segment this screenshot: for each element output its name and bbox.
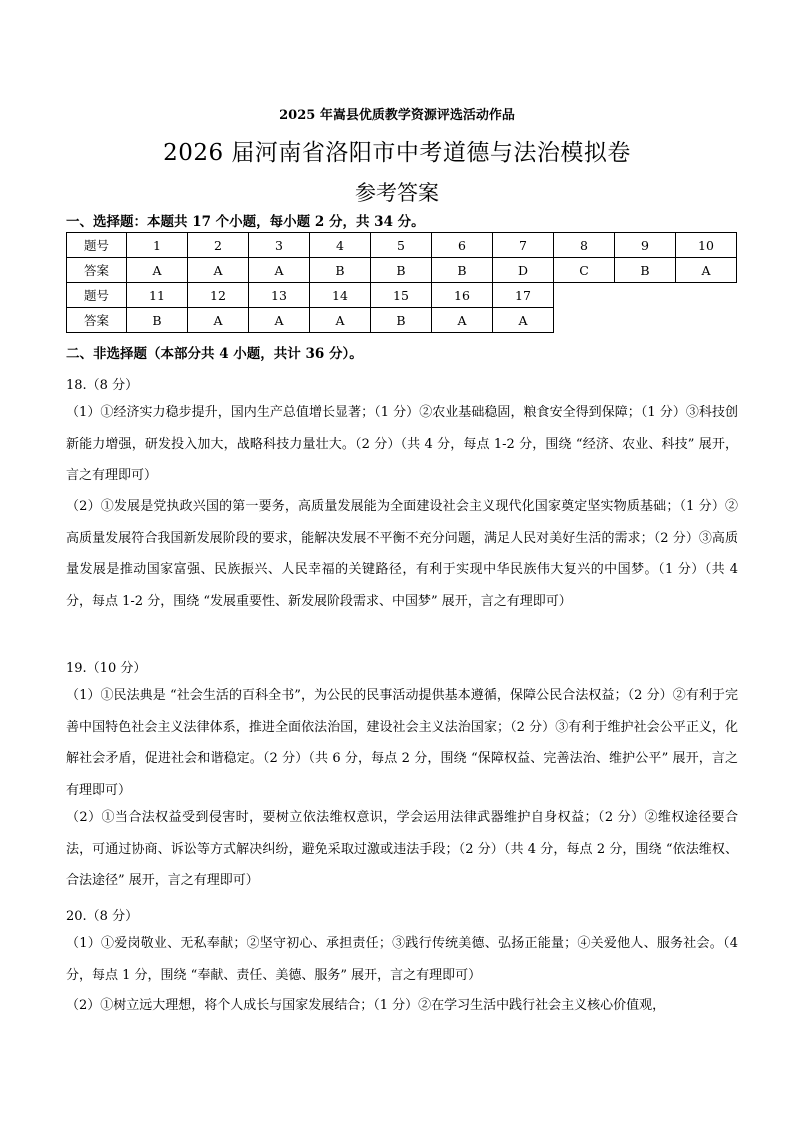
table-cell: A: [432, 308, 493, 333]
table-cell: 2: [188, 233, 249, 258]
table-cell: D: [493, 258, 554, 283]
table-cell: A: [676, 258, 737, 283]
table-cell: 5: [371, 233, 432, 258]
table-cell: 14: [310, 283, 371, 308]
table-cell: B: [615, 258, 676, 283]
table-cell: B: [127, 308, 188, 333]
table-cell: B: [371, 308, 432, 333]
table-cell: A: [493, 308, 554, 333]
table-cell: 15: [371, 283, 432, 308]
table-cell: 11: [127, 283, 188, 308]
table-cell: 10: [676, 233, 737, 258]
q18-answer-1: （1）①经济实力稳步提升，国内生产总值增长显著；（1 分）②农业基础稳固，粮食安全得到保障；（1 分）③科技创新能力增强，研发投入加大，战略科技力量壮大。（2 分）（共 4 分，每点 1-2 分，围绕 “经济、农业、科技” 展开，言之有理即可）: [66, 405, 738, 483]
document-title: 2026 届河南省洛阳市中考道德与法治模拟卷: [163, 140, 631, 166]
row-label: 答案: [67, 308, 127, 333]
table-cell: 7: [493, 233, 554, 258]
document-subtitle: 参考答案: [355, 181, 439, 205]
table-cell: 4: [310, 233, 371, 258]
table-row: [67, 233, 737, 258]
answer-table-2: [66, 282, 554, 333]
table-row: [67, 258, 737, 283]
table-cell: 16: [432, 283, 493, 308]
table-cell: 8: [554, 233, 615, 258]
q20-answer-2: （2）①树立远大理想，将个人成长与国家发展结合；（1 分）②在学习生活中践行社会主义核心价值观，: [66, 998, 666, 1013]
answer-table-1: [66, 232, 737, 283]
table-cell: 1: [127, 233, 188, 258]
table-cell: 13: [249, 283, 310, 308]
table-cell: 12: [188, 283, 249, 308]
row-label: 题号: [67, 233, 127, 258]
table-cell: A: [249, 308, 310, 333]
q19-answer-1: （1）①民法典是 “社会生活的百科全书”，为公民的民事活动提供基本遵循，保障公民合法权益；（2 分）②有利于完善中国特色社会主义法律体系，推进全面依法治国，建设社会主义法治国家；（2 分）③有利于维护社会公平正义，化解社会矛盾，促进社会和谐稳定。（2 分）（共 6 分，每点 2 分，围绕 “保障权益、完善法治、维护公平” 展开，言之有理即可）: [66, 688, 738, 798]
table-cell: B: [432, 258, 493, 283]
event-title: 2025 年嵩县优质教学资源评选活动作品: [279, 108, 515, 123]
section1-heading: 一、选择题：本题共 17 个小题，每小题 2 分，共 34 分。: [66, 214, 425, 230]
table-cell: A: [127, 258, 188, 283]
question-18-label: 18.（8 分）: [66, 378, 139, 393]
table-cell: A: [310, 308, 371, 333]
q19-answer-2: （2）①当合法权益受到侵害时，要树立依法维权意识，学会运用法律武器维护自身权益；（2 分）②维权途径要合法，可通过协商、诉讼等方式解决纠纷，避免采取过激或违法手段；（2 分）（共 4 分，每点 2 分，围绕 “依法维权、合法途径” 展开，言之有理即可）: [66, 810, 738, 888]
table-cell: C: [554, 258, 615, 283]
question-20-label: 20.（8 分）: [66, 909, 139, 924]
table-cell: A: [188, 308, 249, 333]
table-cell: B: [310, 258, 371, 283]
table-cell: 6: [432, 233, 493, 258]
table-cell: A: [249, 258, 310, 283]
q18-answer-2: （2）①发展是党执政兴国的第一要务，高质量发展能为全面建设社会主义现代化国家奠定坚实物质基础；（1 分）②高质量发展符合我国新发展阶段的要求，能解决发展不平衡不充分问题，满足人民对美好生活的需求；（2 分）③高质量发展是推动国家富强、民族振兴、人民幸福的关键路径，有利于实现中华民族伟大复兴的中国梦。（1 分）（共 4 分，每点 1-2 分，围绕 “发展重要性、新发展阶段需求、中国梦” 展开，言之有理即可）: [66, 499, 738, 609]
row-label: 题号: [67, 283, 127, 308]
table-cell: B: [371, 258, 432, 283]
row-label: 答案: [67, 258, 127, 283]
question-19-label: 19.（10 分）: [66, 661, 147, 676]
table-cell: 17: [493, 283, 554, 308]
table-row: [67, 283, 554, 308]
q20-answer-1: （1）①爱岗敬业、无私奉献；②坚守初心、承担责任；③践行传统美德、弘扬正能量；④关爱他人、服务社会。（4 分，每点 1 分，围绕 “奉献、责任、美德、服务” 展开，言之有理即可）: [66, 936, 738, 983]
table-cell: A: [188, 258, 249, 283]
section2-heading: 二、非选择题（本部分共 4 小题，共计 36 分）。: [66, 346, 363, 362]
table-cell: 3: [249, 233, 310, 258]
table-row: [67, 308, 554, 333]
table-cell: 9: [615, 233, 676, 258]
